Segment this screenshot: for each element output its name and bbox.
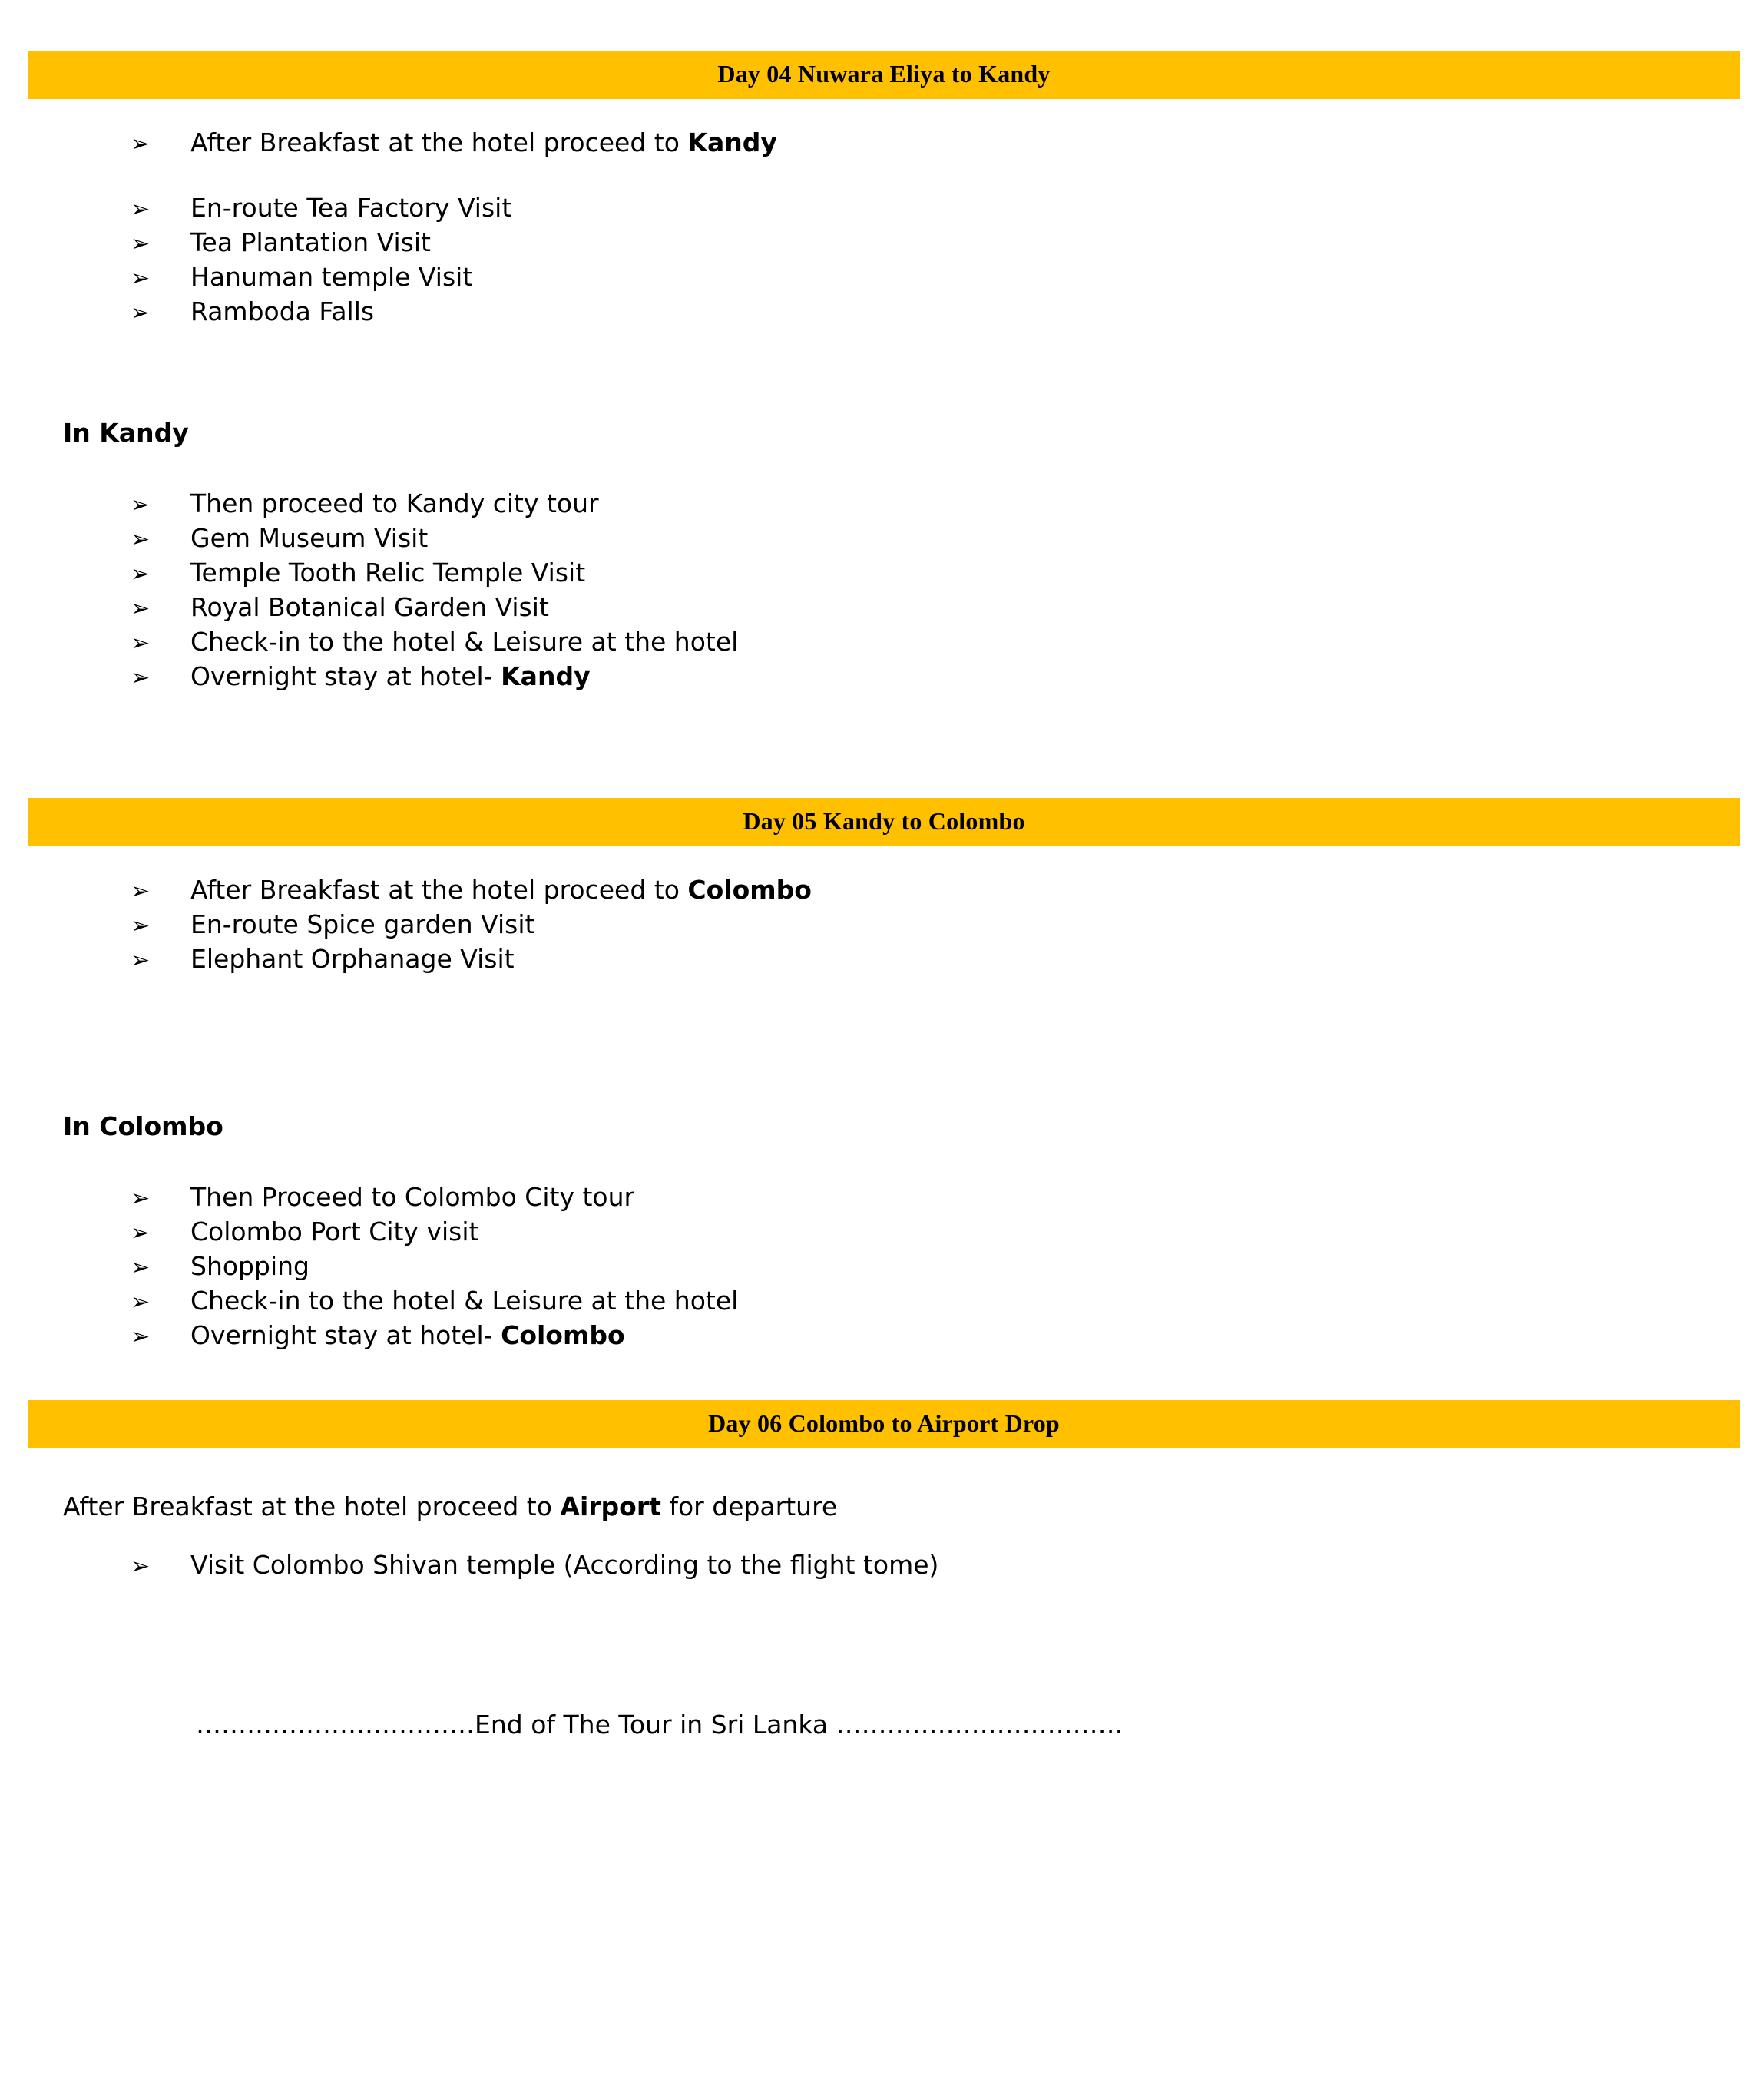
list-item-label: Temple Tooth Relic Temple Visit <box>190 558 586 588</box>
day-04-intro-list <box>31 127 1733 157</box>
list-item-label: Then Proceed to Colombo City tour <box>190 1182 635 1212</box>
list-item <box>31 909 1733 939</box>
list-item-label: Overnight stay at hotel- Colombo <box>190 1320 625 1350</box>
day-05-title: Day 05 Kandy to Colombo <box>743 807 1025 835</box>
list-item-label: En-route Spice garden Visit <box>190 909 535 939</box>
list-item-label: Visit Colombo Shivan temple (According to the flight tome) <box>190 1550 939 1580</box>
list-item <box>31 560 1733 586</box>
list-item <box>31 1320 1733 1350</box>
list-item <box>31 525 1733 551</box>
list-item <box>31 195 1733 221</box>
list-item-label: After Breakfast at the hotel proceed to Colombo <box>190 875 812 905</box>
bullet-arrow-icon: ➢ <box>131 664 151 691</box>
list-item-label: Gem Museum Visit <box>190 523 429 553</box>
list-item-label: After Breakfast at the hotel proceed to Kandy <box>190 127 777 157</box>
list-item-label: Shopping <box>190 1251 309 1281</box>
list-item <box>31 594 1733 621</box>
day-05-list-1 <box>31 877 1733 972</box>
day-05-list-2 <box>31 1184 1733 1349</box>
bullet-arrow-icon: ➢ <box>131 492 151 518</box>
day-06-content <box>0 1448 1764 1740</box>
list-item <box>31 877 1733 903</box>
list-item <box>31 264 1733 290</box>
list-item-label: Hanuman temple Visit <box>190 262 473 292</box>
day-04-content <box>0 99 1764 690</box>
bullet-arrow-icon: ➢ <box>131 131 151 157</box>
day-06-intro-line: After Breakfast at the hotel proceed to Airport for departure <box>63 1491 838 1521</box>
day-04-title: Day 04 Nuwara Eliya to Kandy <box>717 60 1051 88</box>
day-06-list-1 <box>31 1552 1733 1578</box>
list-item <box>31 127 1733 157</box>
list-item <box>31 1552 1733 1578</box>
list-item <box>31 661 1733 691</box>
list-item <box>31 1288 1733 1314</box>
list-item <box>31 227 1733 257</box>
list-item-label: Elephant Orphanage Visit <box>190 944 515 974</box>
list-item <box>31 946 1733 972</box>
bullet-arrow-icon: ➢ <box>131 1254 151 1281</box>
list-item-label: En-route Tea Factory Visit <box>190 193 512 223</box>
sub-heading-in-colombo: In Colombo <box>63 1111 223 1141</box>
bullet-arrow-icon: ➢ <box>131 878 151 905</box>
bullet-arrow-icon: ➢ <box>131 561 151 588</box>
bullet-arrow-icon: ➢ <box>131 300 151 326</box>
list-item <box>31 1219 1733 1245</box>
list-item-label: Check-in to the hotel & Leisure at the hotel <box>190 627 739 657</box>
bullet-arrow-icon: ➢ <box>131 230 151 257</box>
day-05-banner <box>28 798 1740 846</box>
bullet-arrow-icon: ➢ <box>131 595 151 622</box>
list-item <box>31 488 1733 518</box>
bullet-arrow-icon: ➢ <box>131 912 151 939</box>
end-of-tour-note: ……………………………End of The Tour in Sri Lanka ……………………………. <box>196 1710 1124 1740</box>
bullet-arrow-icon: ➢ <box>131 1185 151 1212</box>
bullet-arrow-icon: ➢ <box>131 1553 151 1580</box>
list-item-label: Overnight stay at hotel- Kandy <box>190 661 591 691</box>
list-item-label: Colombo Port City visit <box>190 1217 479 1246</box>
day-04-banner <box>28 51 1740 99</box>
list-item <box>31 296 1733 326</box>
list-item-label: Then proceed to Kandy city tour <box>190 488 599 518</box>
bullet-arrow-icon: ➢ <box>131 1289 151 1316</box>
sub-heading-in-kandy: In Kandy <box>63 418 189 448</box>
bullet-arrow-icon: ➢ <box>131 196 151 223</box>
bullet-arrow-icon: ➢ <box>131 1220 151 1246</box>
bullet-arrow-icon: ➢ <box>131 265 151 292</box>
bullet-arrow-icon: ➢ <box>131 947 151 974</box>
list-item-label: Check-in to the hotel & Leisure at the hotel <box>190 1286 739 1316</box>
day-05-content <box>0 846 1764 1349</box>
day-06-title: Day 06 Colombo to Airport Drop <box>708 1409 1060 1437</box>
bullet-arrow-icon: ➢ <box>131 630 151 657</box>
list-item <box>31 1184 1733 1210</box>
list-item-label: Ramboda Falls <box>190 296 375 326</box>
day-04-list-2 <box>31 488 1733 691</box>
bullet-arrow-icon: ➢ <box>131 1323 151 1350</box>
list-item-label: Tea Plantation Visit <box>190 227 431 257</box>
list-item <box>31 1253 1733 1280</box>
day-04-list-1 <box>31 195 1733 325</box>
list-item-label: Royal Botanical Garden Visit <box>190 592 549 622</box>
list-item <box>31 629 1733 655</box>
bullet-arrow-icon: ➢ <box>131 526 151 553</box>
day-06-banner <box>28 1400 1740 1448</box>
